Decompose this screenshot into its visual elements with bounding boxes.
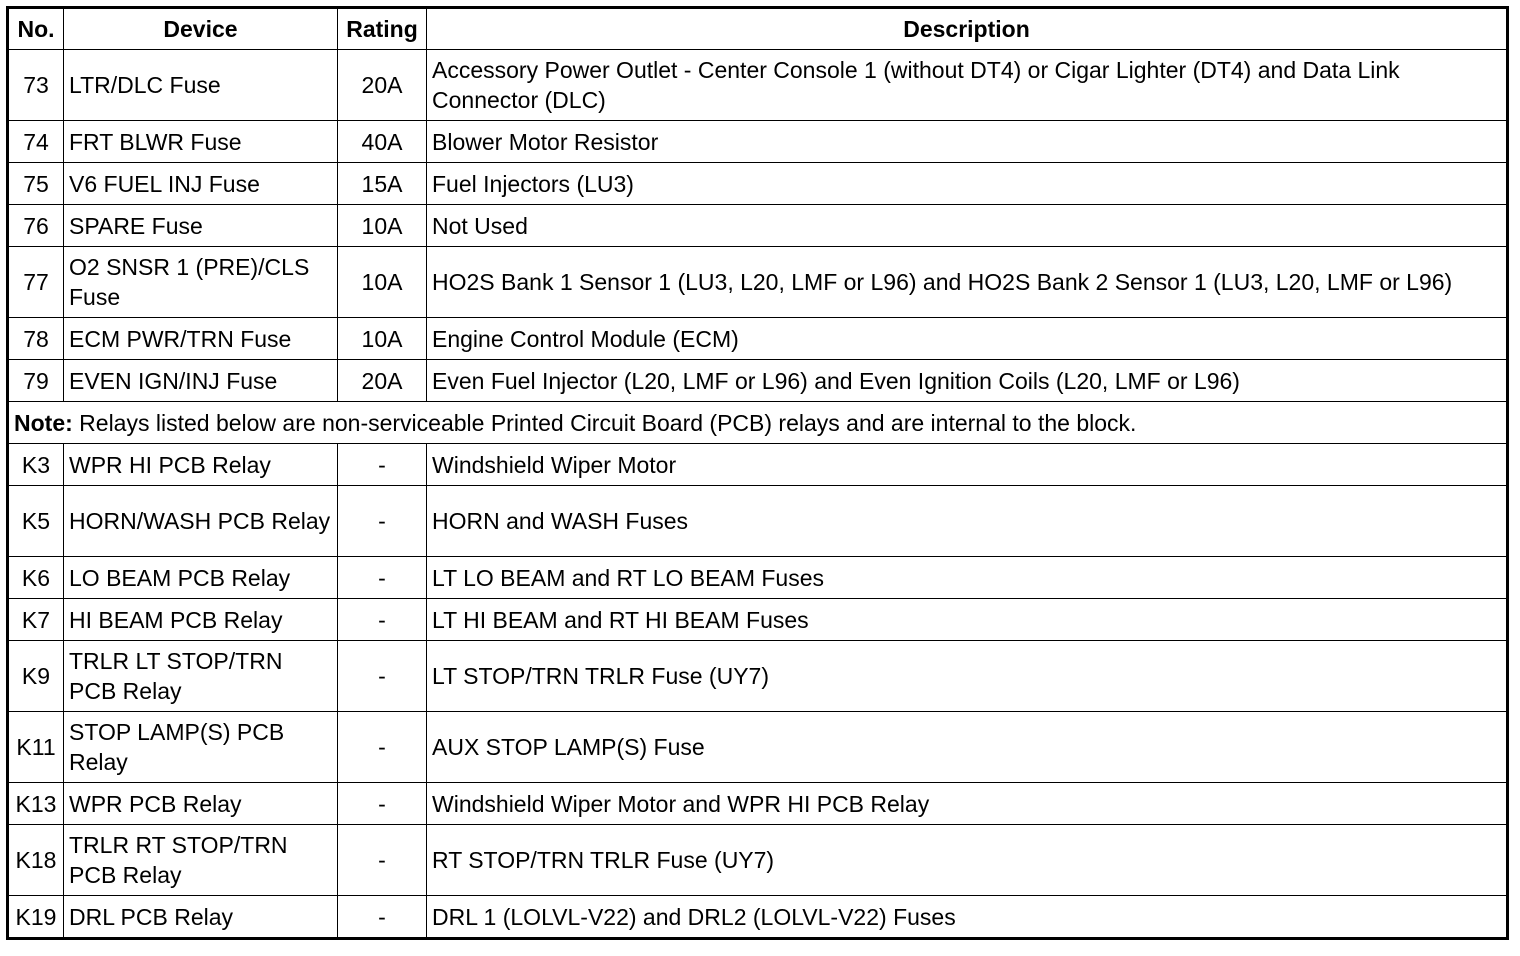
cell-no: 73 [8, 50, 64, 121]
cell-rating: - [338, 712, 427, 783]
cell-no: K7 [8, 599, 64, 641]
cell-rating: 40A [338, 121, 427, 163]
cell-device: O2 SNSR 1 (PRE)/CLS Fuse [64, 247, 338, 318]
cell-no: 74 [8, 121, 64, 163]
cell-no: K18 [8, 825, 64, 896]
cell-description: HORN and WASH Fuses [427, 486, 1508, 557]
cell-description: Blower Motor Resistor [427, 121, 1508, 163]
cell-device: LO BEAM PCB Relay [64, 557, 338, 599]
cell-description: Not Used [427, 205, 1508, 247]
header-no: No. [8, 8, 64, 50]
cell-rating: 20A [338, 360, 427, 402]
header-description: Description [427, 8, 1508, 50]
cell-rating: - [338, 557, 427, 599]
table-row [8, 121, 1508, 163]
cell-rating: 15A [338, 163, 427, 205]
fuse-relay-table-container [6, 6, 1509, 940]
cell-no: 79 [8, 360, 64, 402]
cell-description: Engine Control Module (ECM) [427, 318, 1508, 360]
cell-device: ECM PWR/TRN Fuse [64, 318, 338, 360]
cell-device: SPARE Fuse [64, 205, 338, 247]
table-row [8, 163, 1508, 205]
table-row [8, 712, 1508, 783]
cell-no: 77 [8, 247, 64, 318]
cell-device: WPR PCB Relay [64, 783, 338, 825]
cell-device: WPR HI PCB Relay [64, 444, 338, 486]
table-row [8, 896, 1508, 939]
cell-device: TRLR RT STOP/TRN PCB Relay [64, 825, 338, 896]
fuse-relay-table [6, 6, 1509, 940]
table-row [8, 783, 1508, 825]
cell-description: Accessory Power Outlet - Center Console 1 (without DT4) or Cigar Lighter (DT4) and Data Link Connector (DLC) [427, 50, 1508, 121]
cell-rating: - [338, 896, 427, 939]
table-row [8, 486, 1508, 557]
note-row [8, 402, 1508, 444]
cell-no: K19 [8, 896, 64, 939]
cell-rating: - [338, 641, 427, 712]
cell-no: K5 [8, 486, 64, 557]
cell-description: Windshield Wiper Motor [427, 444, 1508, 486]
cell-device: EVEN IGN/INJ Fuse [64, 360, 338, 402]
table-row [8, 444, 1508, 486]
cell-rating: - [338, 599, 427, 641]
cell-rating: - [338, 444, 427, 486]
table-row [8, 599, 1508, 641]
table-row [8, 825, 1508, 896]
cell-rating: 10A [338, 205, 427, 247]
table-row [8, 318, 1508, 360]
table-row [8, 247, 1508, 318]
cell-description: AUX STOP LAMP(S) Fuse [427, 712, 1508, 783]
cell-rating: - [338, 783, 427, 825]
header-rating: Rating [338, 8, 427, 50]
cell-rating: 10A [338, 247, 427, 318]
table-row [8, 557, 1508, 599]
cell-no: 78 [8, 318, 64, 360]
cell-device: FRT BLWR Fuse [64, 121, 338, 163]
cell-description: HO2S Bank 1 Sensor 1 (LU3, L20, LMF or L96) and HO2S Bank 2 Sensor 1 (LU3, L20, LMF or L96) [427, 247, 1508, 318]
note-label: Note: [14, 409, 73, 436]
cell-rating: 20A [338, 50, 427, 121]
cell-rating: - [338, 486, 427, 557]
header-device: Device [64, 8, 338, 50]
cell-description: DRL 1 (LOLVL-V22) and DRL2 (LOLVL-V22) Fuses [427, 896, 1508, 939]
table-row [8, 205, 1508, 247]
cell-description: LT STOP/TRN TRLR Fuse (UY7) [427, 641, 1508, 712]
table-row [8, 641, 1508, 712]
cell-description: RT STOP/TRN TRLR Fuse (UY7) [427, 825, 1508, 896]
cell-no: 75 [8, 163, 64, 205]
cell-no: K11 [8, 712, 64, 783]
note-text: Relays listed below are non-serviceable Printed Circuit Board (PCB) relays and are internal to the block. [72, 409, 1137, 436]
cell-device: HI BEAM PCB Relay [64, 599, 338, 641]
cell-description: Windshield Wiper Motor and WPR HI PCB Relay [427, 783, 1508, 825]
header-row [8, 8, 1508, 50]
table-row [8, 50, 1508, 121]
cell-no: K9 [8, 641, 64, 712]
cell-device: V6 FUEL INJ Fuse [64, 163, 338, 205]
cell-device: LTR/DLC Fuse [64, 50, 338, 121]
cell-no: K3 [8, 444, 64, 486]
cell-device: DRL PCB Relay [64, 896, 338, 939]
cell-description: LT LO BEAM and RT LO BEAM Fuses [427, 557, 1508, 599]
cell-rating: - [338, 825, 427, 896]
cell-description: Even Fuel Injector (L20, LMF or L96) and Even Ignition Coils (L20, LMF or L96) [427, 360, 1508, 402]
cell-description: Fuel Injectors (LU3) [427, 163, 1508, 205]
cell-no: K13 [8, 783, 64, 825]
cell-device: TRLR LT STOP/TRN PCB Relay [64, 641, 338, 712]
table-row [8, 360, 1508, 402]
cell-rating: 10A [338, 318, 427, 360]
cell-device: STOP LAMP(S) PCB Relay [64, 712, 338, 783]
cell-device: HORN/WASH PCB Relay [64, 486, 338, 557]
note-cell [8, 402, 1508, 444]
cell-no: K6 [8, 557, 64, 599]
cell-no: 76 [8, 205, 64, 247]
cell-description: LT HI BEAM and RT HI BEAM Fuses [427, 599, 1508, 641]
